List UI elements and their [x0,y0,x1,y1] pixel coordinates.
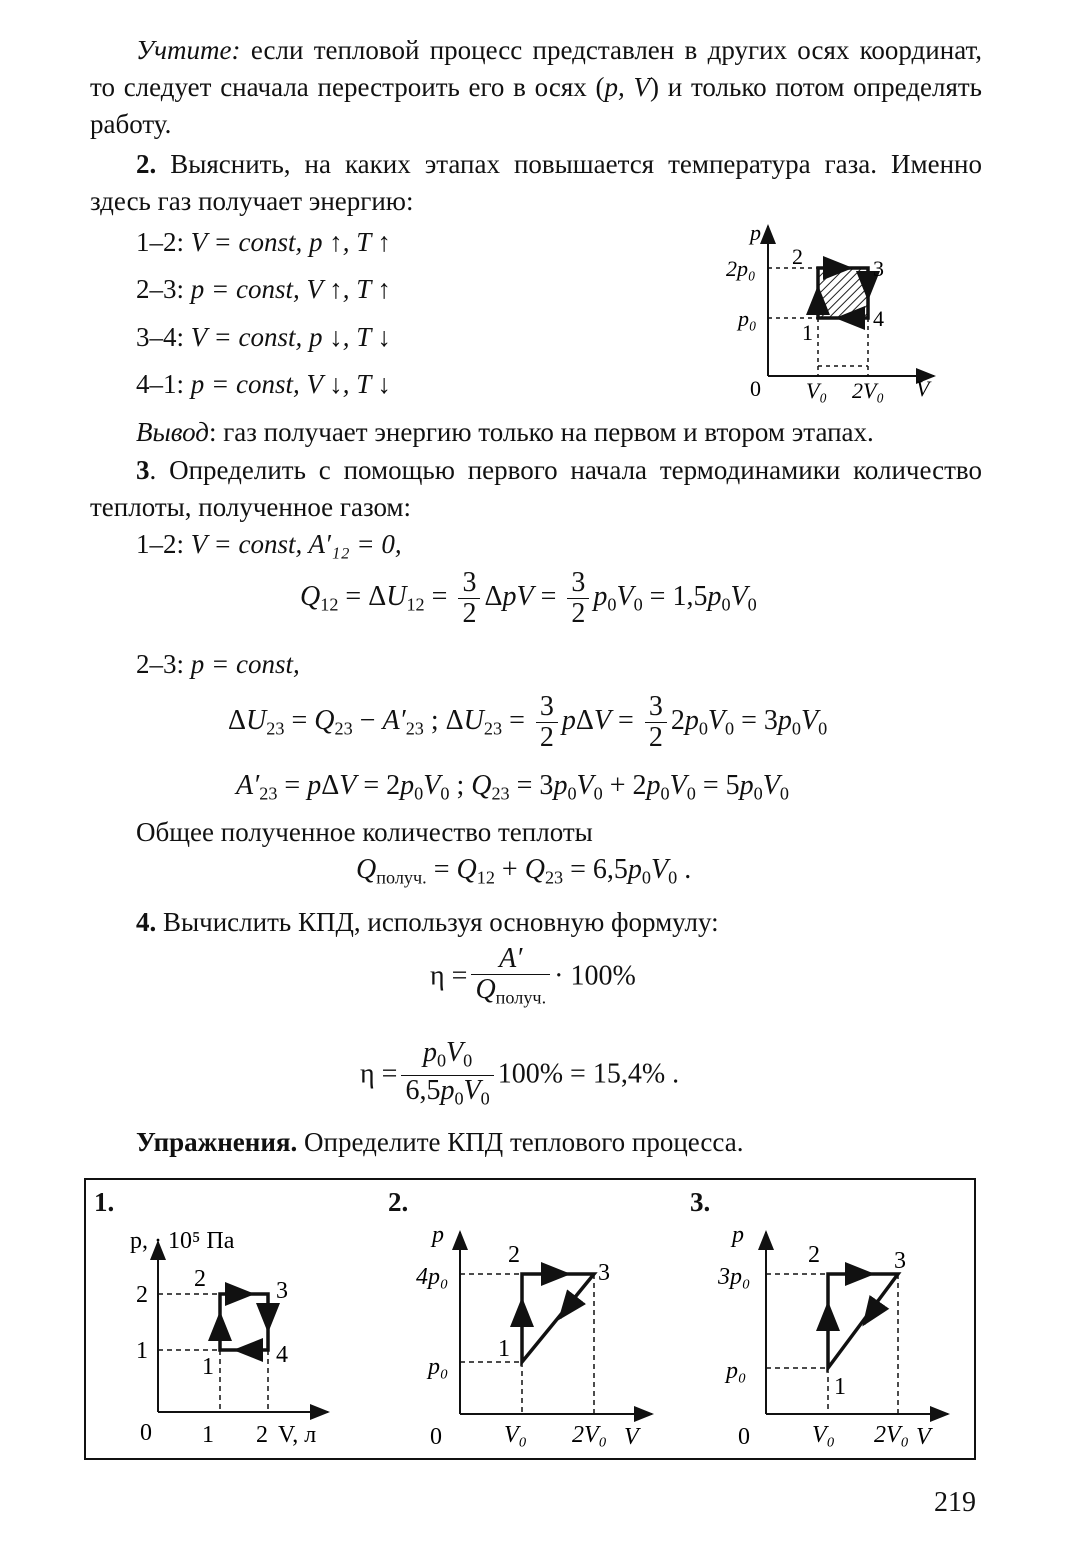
conclusion-text: : газ получает энергию только на первом и втором этапах. [208,417,874,447]
step2-paragraph [90,146,982,220]
step2-number: 2. [136,149,157,179]
exercise-1-diagram [110,1218,350,1450]
point-3: 3 [873,256,884,281]
formula-eta-value: η = $\frac{p_0V_0}{6,5p_0V_0}$ 100% = 15,4% . [360,1037,680,1109]
page-number: 219 [934,1487,976,1518]
line-label: 2–3: [136,274,191,304]
tick-p0: p₀ [428,1354,449,1380]
line-formula: p = const, V ↓, T ↓ [190,369,392,399]
tick-2v0: 2V₀ [874,1422,910,1448]
point-3: 3 [276,1278,288,1304]
step4-text: Вычислить КПД, используя основную формулу: [156,907,719,937]
step2-line-2 [136,271,391,308]
intro-note [90,32,982,143]
point-1: 1 [202,1354,214,1380]
conclusion-label: Вывод [136,417,209,447]
point-2: 2 [508,1242,520,1268]
step3-number: 3 [136,455,150,485]
axis-label-p: p, · 10⁵ Па [130,1228,235,1254]
step2-text: Выяснить, на каких этапах повышается температура газа. Именно здесь газ получает энергию: [90,149,982,216]
exercise-2-number: 2. [388,1187,409,1217]
step3-text: . Определить с помощью первого начала термодинамики количество теплоты, полученное газом: [90,455,982,522]
tick-4p0: 4p₀ [416,1264,449,1290]
exercises-text: Определите КПД теплового процесса. [297,1127,744,1157]
exercise-2-diagram [408,1218,668,1450]
tick-2v0: 2V₀ [572,1422,608,1448]
tick-1: 1 [136,1338,148,1364]
note-text: если тепловой процесс представлен в других осях координат, то следует сначала перестроить его в осях ( [90,35,982,102]
cycle-rectangle [220,1294,268,1350]
tick-3p0: 3p₀ [718,1264,751,1290]
step2-line-1 [136,224,391,261]
tick-p0: p₀ [726,1358,747,1384]
conclusion [136,414,874,451]
step4-line [136,904,719,941]
step3-paragraph [90,452,982,526]
total-heat-label: Общее полученное количество теплоты [136,817,593,847]
tick-p0: p₀ [738,306,757,331]
cycle-triangle [828,1274,898,1368]
exercise-1-number: 1. [94,1187,115,1217]
axis-label-v: V [916,1424,931,1450]
case12-condition: V = const, A′₁₂ = 0, [190,529,402,559]
axis-label-p: p [732,1222,744,1248]
note-label: Учтите: [136,35,241,65]
point-1: 1 [498,1336,510,1362]
origin-label: 0 [140,1420,152,1446]
line-label: 1–2: [136,227,191,257]
case23-line [136,646,300,683]
note-axes: p, V [604,72,651,102]
axis-label-p: p [750,220,761,245]
tick-v0: V₀ [504,1422,528,1448]
line-formula: V = const, p ↑, T ↑ [190,227,392,257]
line-formula: V = const, p ↓, T ↓ [190,322,392,352]
exercise-3-number: 3. [690,1187,711,1217]
point-4: 4 [873,306,884,331]
tick-2p0: 2p₀ [726,256,756,281]
line-label: 3–4: [136,322,191,352]
case12-line [136,526,402,563]
formula-u23: $\Delta U_{23} = Q_{23} - A'_{23}$ ; $\Delta U_{23}$ = $\frac{3}{2}$ pΔV = $\frac{3}{2}$ $2p_0V_0 = 3p_0V_0$ [228,691,828,753]
point-3: 3 [894,1248,906,1274]
origin-label: 0 [738,1424,750,1450]
origin-label: 0 [430,1424,442,1450]
point-1: 1 [834,1374,846,1400]
step2-line-4 [136,366,391,403]
case12-label: 1–2: [136,529,191,559]
line-formula: p = const, V ↑, T ↑ [190,274,392,304]
case23-label: 2–3: [136,649,191,679]
point-3: 3 [598,1260,610,1286]
point-2: 2 [808,1242,820,1268]
tick-x2: 2 [256,1422,268,1448]
cycle-rectangle [818,268,868,318]
cycle-triangle [522,1274,594,1362]
axis-label-v: V, л [278,1422,317,1448]
point-2: 2 [194,1266,206,1292]
point-4: 4 [276,1342,288,1368]
exercises-label: Упражнения. [136,1127,298,1157]
tick-x1: 1 [202,1422,214,1448]
formula-eta-general: η = $\frac{A'}{Q_{получ.}}$ · 100% [430,943,636,1008]
tick-v0: V₀ [812,1422,836,1448]
tick-2v0: 2V₀ [852,378,885,403]
main-pv-diagram [716,218,946,408]
axis-label-p: p [432,1222,444,1248]
formula-q-total: $Q_{получ.} = Q_{12} + Q_{23} = 6,5p_0V_0$ . [356,854,692,888]
step4-number: 4. [136,907,157,937]
tick-v0: V₀ [806,378,828,403]
formula-q12: $Q_{12} = \Delta U_{12}$ = $\frac{3}{2}$ ΔpV = $\frac{3}{2}$ $p_0V_0 = 1,5p_0V_0$ [300,567,757,629]
axis-label-v: V [624,1424,639,1450]
origin-label: 0 [750,376,761,401]
note-tail: ) и только потом определять работу. [90,72,982,139]
formula-a23: $A'_{23} = p\Delta V = 2p_0V_0$ ; $Q_{23} = 3p_0V_0 + 2p_0V_0 = 5p_0V_0$ [236,770,789,804]
step2-line-3 [136,319,391,356]
case23-condition: p = const, [190,649,300,679]
line-label: 4–1: [136,369,191,399]
point-2: 2 [792,244,803,269]
exercises-heading [136,1124,743,1161]
axis-label-v: V [916,376,930,401]
exercise-3-diagram [708,1218,968,1450]
point-1: 1 [802,320,813,345]
tick-2: 2 [136,1282,148,1308]
